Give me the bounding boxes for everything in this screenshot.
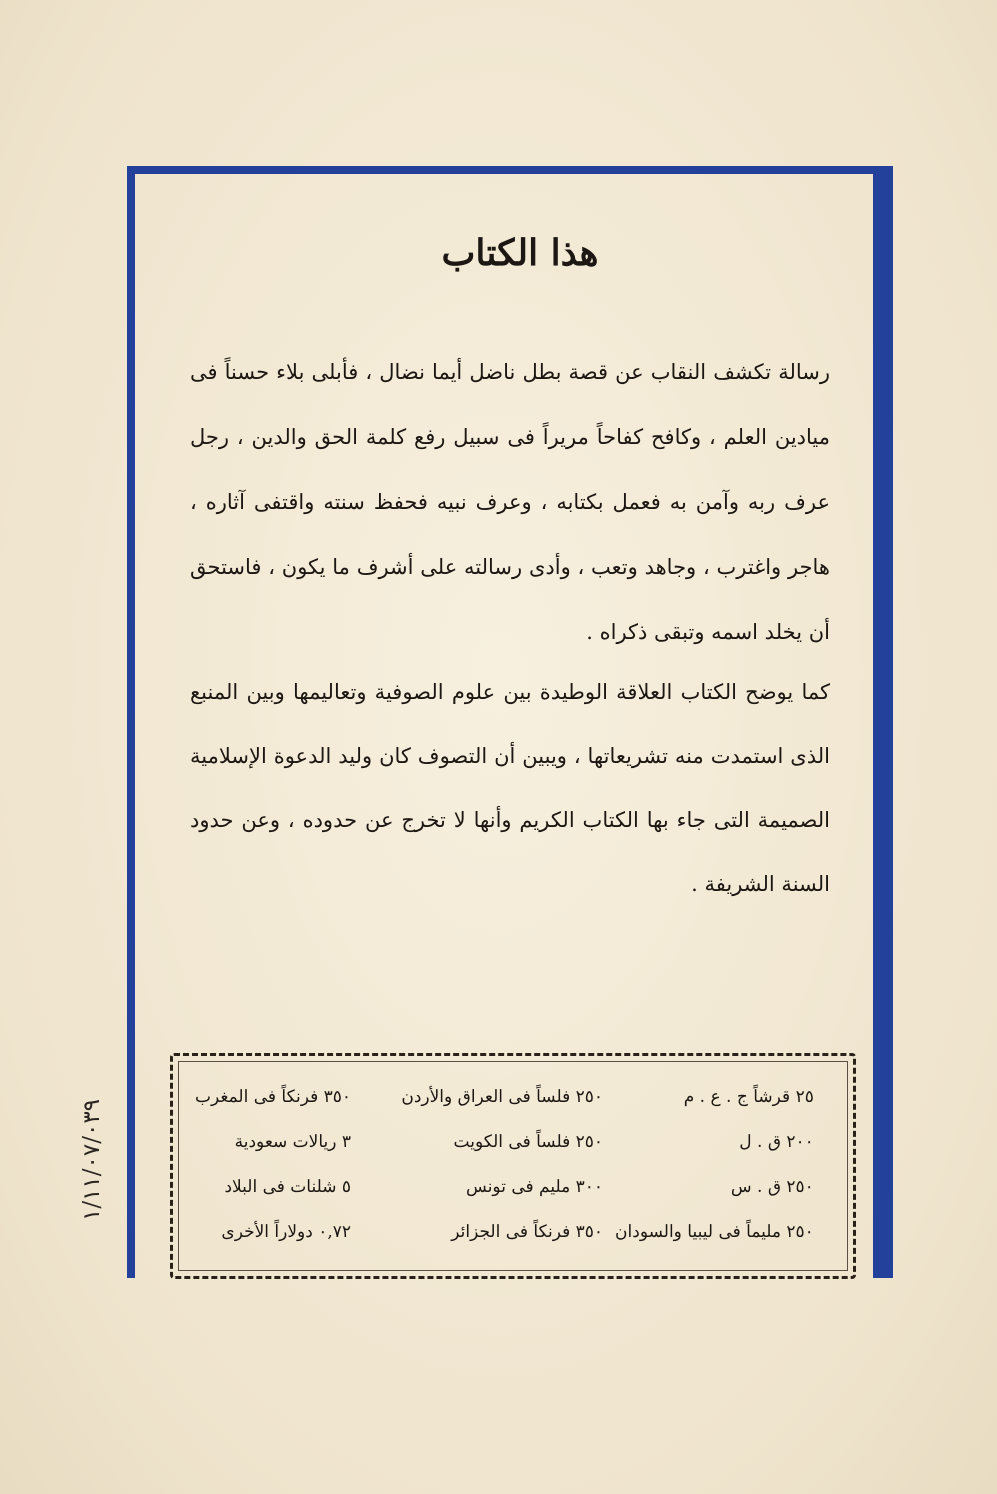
price-row	[189, 1164, 820, 1209]
price-cell: ٢٥٠ ق . س	[730, 1176, 814, 1197]
price-cell: ٥ شلنات فى البلاد	[224, 1176, 352, 1197]
price-cell: ٣٥٠ فرنكاً فى المغرب	[195, 1086, 352, 1107]
price-cell: ٢٥٠ مليماً فى ليبيا والسودان	[615, 1221, 814, 1242]
price-cell: ٠,٧٢ دولاراً الأخرى	[221, 1221, 352, 1242]
price-cell: ٣٥٠ فرنكاً فى الجزائر	[451, 1221, 604, 1242]
paragraph-1: رسالة تكشف النقاب عن قصة بطل ناضل أيما نضال ، فأبلى بلاء حسناً فى ميادين العلم ، وكافح كفاحاً مريراً فى سبيل رفع كلمة الحق والدين ، رجل عرف ربه وآمن به فعمل بكتابه ، وعرف نبيه فحفظ سنته واقتفى آثاره ، هاجر واغترب ، وجاهد وتعب ، وأدى رسالته على أشرف ما يكون ، فاستحق أن يخلد اسمه وتبقى ذكراه .	[190, 360, 830, 644]
price-cell: ٣ ريالات سعودية	[234, 1131, 352, 1152]
price-cell: ٢٠٠ ق . ل	[739, 1131, 814, 1152]
price-cell: ٢٥ قرشاً ج . ع . م	[683, 1086, 814, 1107]
side-catalog-number: ١/١١/٠٧/٠٣٩	[79, 1098, 105, 1222]
price-box	[170, 1053, 856, 1279]
price-cell: ٢٥٠ فلساً فى العراق والأردن	[401, 1086, 604, 1107]
price-cell: ٣٠٠ مليم فى تونس	[466, 1176, 604, 1197]
paragraph-2: كما يوضح الكتاب العلاقة الوطيدة بين علوم الصوفية وتعاليمها وبين المنبع الذى استمدت منه تشريعاتها ، ويبين أن التصوف كان وليد الدعوة الإسلامية الصميمة التى جاء بها الكتاب الكريم وأنها لا تخرج عن حدوده ، وعن حدود السنة الشريفة .	[190, 680, 830, 896]
price-table	[189, 1074, 820, 1254]
page-title: هذا الكتاب	[441, 232, 599, 274]
price-row	[189, 1119, 820, 1164]
price-row	[189, 1209, 820, 1254]
price-cell: ٢٥٠ فلساً فى الكويت	[453, 1131, 604, 1152]
price-row	[189, 1074, 820, 1119]
